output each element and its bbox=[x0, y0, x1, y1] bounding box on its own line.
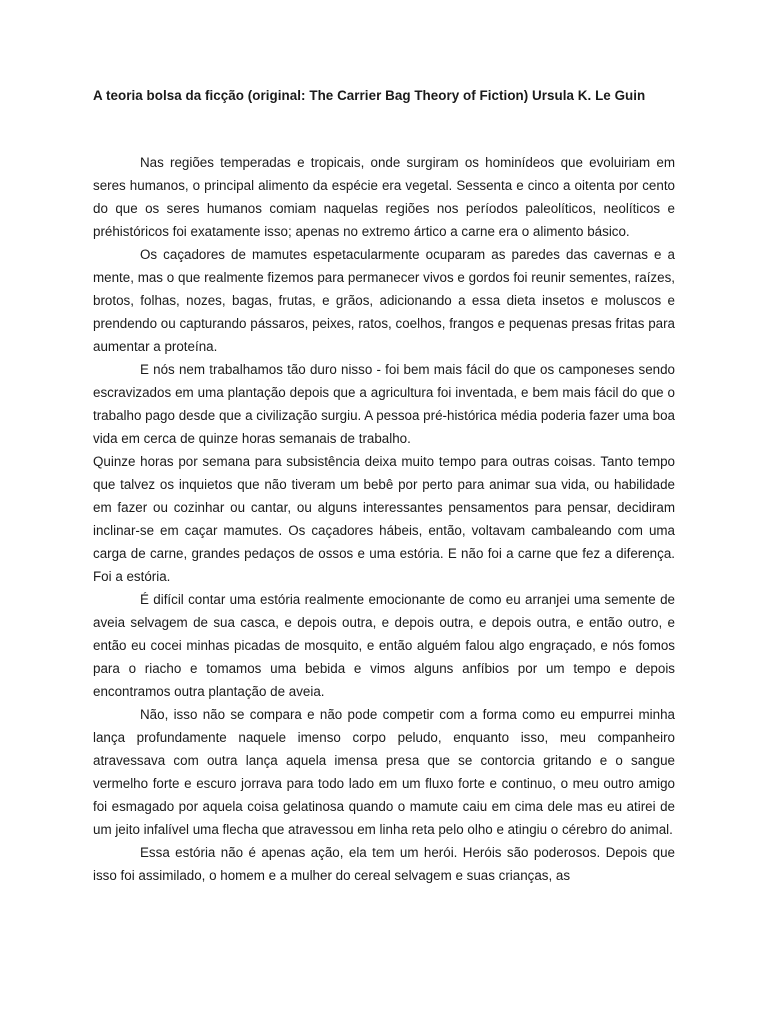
paragraph: É difícil contar uma estória realmente emocionante de como eu arranjei uma semente de aveia selvagem de sua casca, e depois outra, e depois outra, e depois outra, e então outro, e então eu cocei minhas picadas de mosquito, e então alguém falou algo engraçado, e nós fomos para o riacho e tomamos uma bebida e vimos alguns anfíbios por um tempo e depois encontramos outra plantação de aveia. bbox=[93, 592, 675, 699]
paragraph: Essa estória não é apenas ação, ela tem um herói. Heróis são poderosos. Depois que isso foi assimilado, o homem e a mulher do cereal selvagem e suas crianças, as bbox=[93, 845, 675, 883]
paragraph: Nas regiões temperadas e tropicais, onde surgiram os hominídeos que evoluiriam em seres humanos, o principal alimento da espécie era vegetal. Sessenta e cinco a oitenta por cento do que os seres humanos comiam naquelas regiões nos períodos paleolíticos, neolíticos e préhistóricos foi exatamente isso; apenas no extremo ártico a carne era o alimento básico. bbox=[93, 155, 675, 239]
document-title: A teoria bolsa da ficção (original: The Carrier Bag Theory of Fiction) Ursula K. Le Guin bbox=[93, 88, 646, 103]
paragraph: Quinze horas por semana para subsistência deixa muito tempo para outras coisas. Tanto tempo que talvez os inquietos que não tiveram um bebê por perto para animar sua vida, ou habilidade em fazer ou cozinhar ou cantar, ou alguns interessantes pensamentos para pensar, decidiram inclinar-se em caçar mamutes. Os caçadores hábeis, então, voltavam cambaleando com uma carga de carne, grandes pedaços de ossos e uma estória. E não foi a carne que fez a diferença. Foi a estória. bbox=[93, 454, 675, 584]
document-body bbox=[93, 151, 675, 887]
paragraph: Os caçadores de mamutes espetacularmente ocuparam as paredes das cavernas e a mente, mas o que realmente fizemos para permanecer vivos e gordos foi reunir sementes, raízes, brotos, folhas, nozes, bagas, frutas, e grãos, adicionando a essa dieta insetos e moluscos e prendendo ou capturando pássaros, peixes, ratos, coelhos, frangos e pequenas presas fritas para aumentar a proteína. bbox=[93, 247, 675, 354]
paragraph: E nós nem trabalhamos tão duro nisso - foi bem mais fácil do que os camponeses sendo escravizados em uma plantação depois que a agricultura foi inventada, e bem mais fácil do que o trabalho pago desde que a civilização surgiu. A pessoa pré-histórica média poderia fazer uma boa vida em cerca de quinze horas semanais de trabalho. bbox=[93, 362, 675, 446]
paragraph: Não, isso não se compara e não pode competir com a forma como eu empurrei minha lança profundamente naquele imenso corpo peludo, enquanto isso, meu companheiro atravessava com outra lança aquela imensa presa que se contorcia gritando e o sangue vermelho forte e escuro jorrava para todo lado em um fluxo forte e continuo, o meu outro amigo foi esmagado por aquela coisa gelatinosa quando o mamute caiu em cima dele mas eu atirei de um jeito infalível uma flecha que atravessou em linha reta pelo olho e atingiu o cérebro do animal. bbox=[93, 707, 675, 837]
